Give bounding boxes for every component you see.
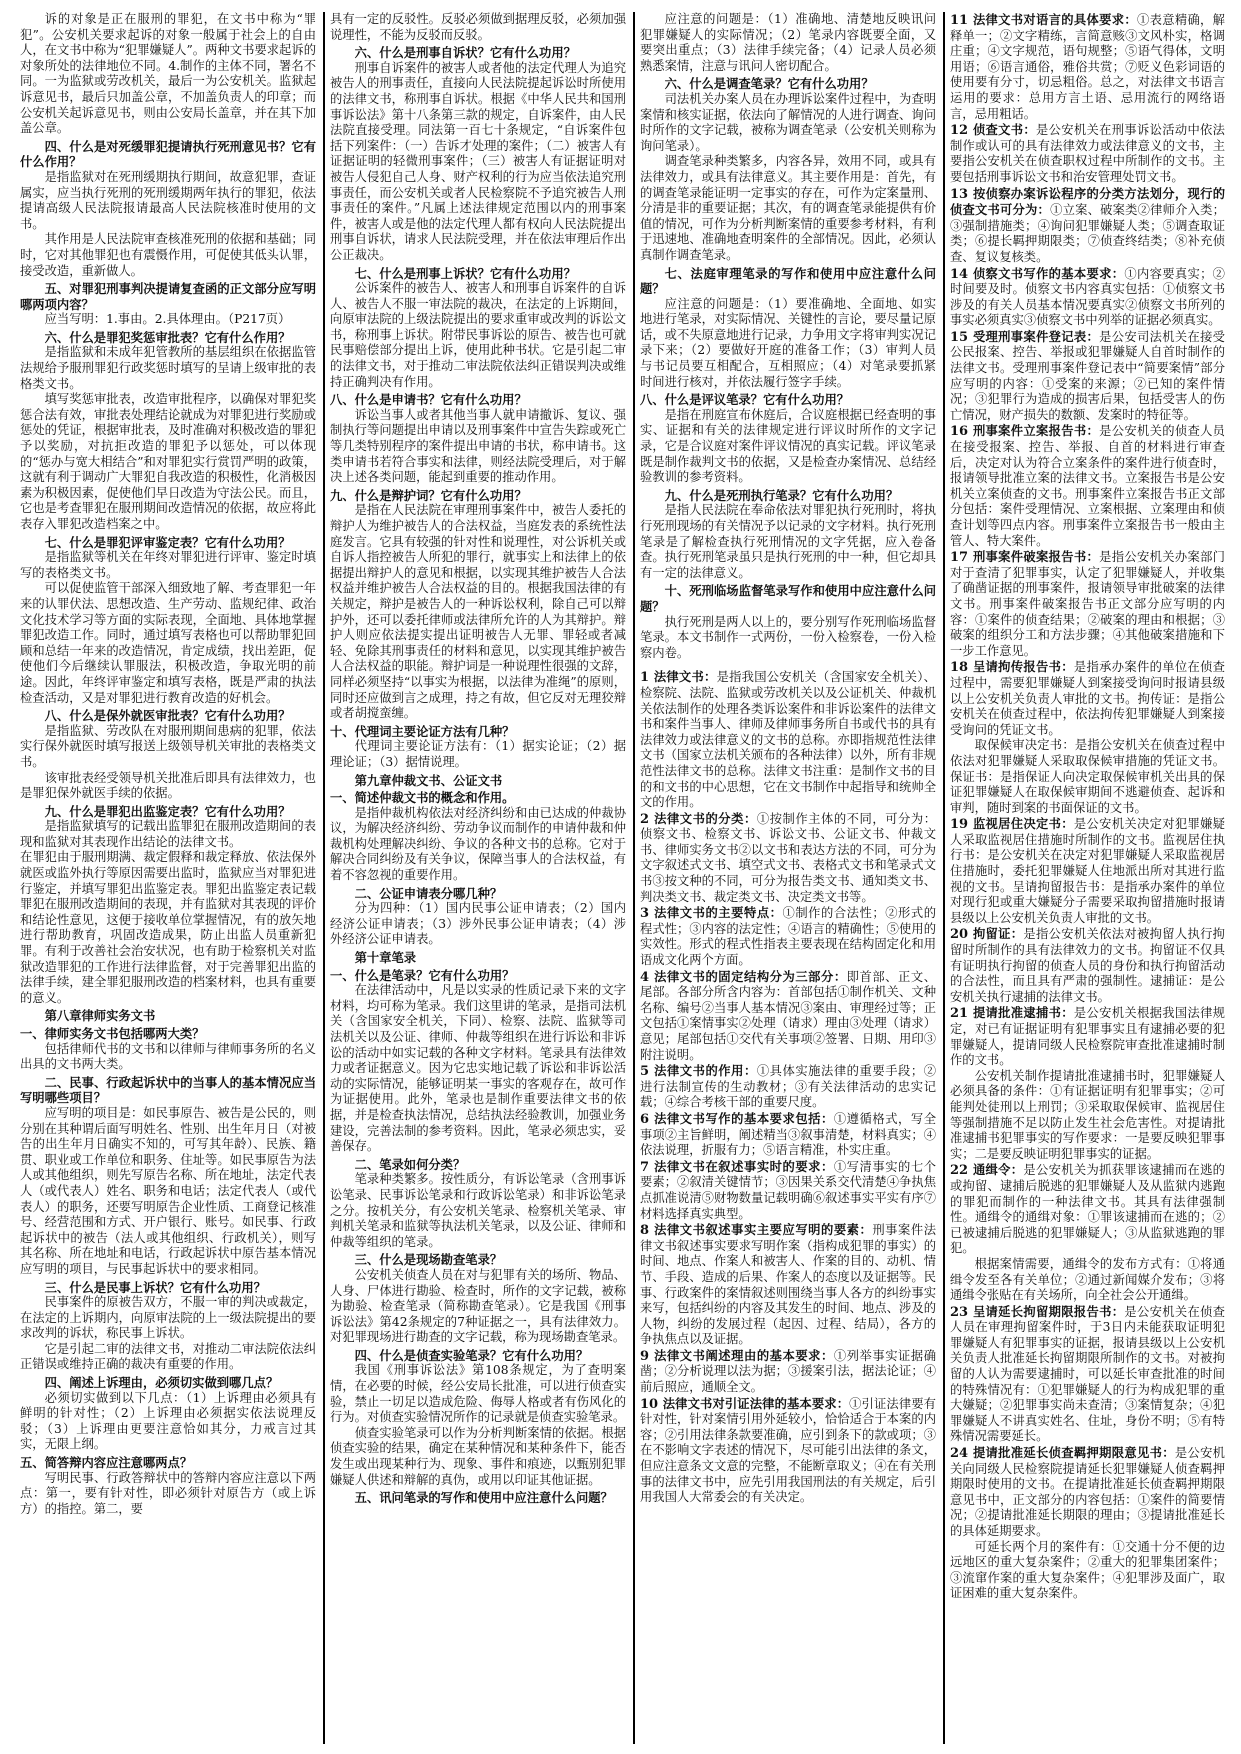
body-paragraph: 该审批表经受领导机关批准后即具有法律效力，也是罪犯保外就医手续的依据。	[20, 770, 316, 801]
body-paragraph: 写明民事、行政答辩状中的答辩内容应注意以下两点：第一，要有针对性，即必须针对原告方（或上诉方）的指控。第二，要	[20, 1470, 316, 1516]
question-heading: 五、讯问笔录的写作和使用中应注意什么问题？	[354, 1490, 613, 1506]
term-number: 20	[950, 927, 973, 943]
question-heading: 九、什么是死刑执行笔录？它有什么功用？	[664, 487, 899, 503]
question-heading: 四、阐述上诉理由，必须切实做到哪几点？	[44, 1375, 279, 1391]
term-keyword: 按侦察办案诉讼程序的分类方法划分，现行的侦查文书可分为：	[950, 185, 1225, 218]
term-paragraph	[950, 1162, 1225, 1257]
body-paragraph: 在法律活动中，凡是以实录的性质记录下来的文字材料，均可称为笔录。我们这里讲的笔录，是指司法机关（含国家安全机关，下同）、检察、法院、监狱等司法机关以及公证、律师、仲裁等组织在进行诉讼和非诉讼的活动中如实记载的各种文字材料。笔录具有法律效力或者证据意义。因为它忠实地记载了诉讼和非诉讼活动的实际情况，能够证明某一事实的客观存在，故可作为证据使用。此外，笔录也是制作重要法律文书的依据，并是检查执法情况，总结执法经验教训，加强业务建设，完善法制的参考资料。因此，笔录必须忠实，妥善保存。	[330, 983, 626, 1154]
question-heading: 第八章律师实务文书	[44, 1008, 156, 1024]
body-paragraph: 是指监狱和未成年犯管教所的基层组织在依据监管法规给予服刑罪犯行政奖惩时填写的呈请上级审批的表格类文书。	[20, 345, 316, 391]
term-keyword: 法律文书的主要特点：	[654, 905, 783, 921]
term-paragraph	[950, 329, 1225, 424]
term-paragraph	[950, 186, 1225, 266]
term-definition: ①内容要真实；②时间要及时。侦察文书内容真实包括：①侦察文书涉及的有关人员基本情况要真实②侦察文书所列的事实必须真实③侦察文书中列举的证据必须真实。	[950, 266, 1225, 328]
term-number: 4	[640, 969, 655, 985]
term-keyword: 法律文书的作用：	[654, 1063, 757, 1079]
question-heading: 八、什么是申请书？它有什么功用？	[330, 392, 527, 408]
body-paragraph: 是指仲裁机构依法对经济纠纷和由已达成的仲裁协议，为解决经济纠纷、劳动争议而制作的申请仲裁和仲裁机构处理解决纠纷、争议的各种文书的总称。它对于解决合同纠纷及有关争议，保障当事人的合法权益，有着不容忽视的重要作用。	[330, 805, 626, 883]
question-heading: 一、律师实务文书包括哪两大类？	[20, 1026, 205, 1041]
term-paragraph	[640, 905, 936, 968]
body-paragraph: 是指在人民法院在审理刑事案件中，被告人委托的辩护人为维护被告人的合法权益，当庭发表的系统性法庭发言。它具有较强的针对性和说理性，对公诉机关或自诉人指控被告人所犯的罪行，就事实上和法律上的依据提出辩护人的意见和根据，以实现其维护被告人合法权益并维护被告人合法权益的目的。根据我国法律的有关规定，辩护是被告人的一种诉讼权利，除自己可以辩护外，还可以委托律师或法律所允许的人为其辩护。辩护人则应依法提实提出证明被告人无罪、罪轻或者减轻、免除其刑事责任的材料和意见，以实现其维护被告人合法权益的职能。辩护词是一种说理性很强的文辞，同样必须坚持“以事实为根据，以法律为准绳”的原则，同时还应做到言之成理，持之有故，但它反对无理狡辩或者胡搅蛮缠。	[330, 503, 626, 721]
body-paragraph: 民事案件的原被告双方，不服一审的判决或裁定，在法定的上诉期内，向原审法院的上一级法院提出的要求改判的诉状，称民事上诉状。	[20, 1295, 316, 1341]
term-number: 13	[950, 186, 973, 202]
term-definition: 是公安机关在侦查人员在审理拘留案件时，于3日内未能获取证明犯罪嫌疑人有犯罪事实的证据，报请县级以上公安机关负责人批准延长拘留期限所制作的文书。对被拘留的人认为需要逮捕时，可以延长审查批准的时间的特殊情况有：①犯罪嫌疑人的行为构成犯罪的重大嫌疑；②犯罪事实尚未查清；③案情复杂；④犯罪嫌疑人不讲真实姓名、住址，身份不明；⑤有特殊情况需要延长。	[950, 1304, 1225, 1444]
body-paragraph: 代理词主要论证方法有：（1）据实论证；（2）据理论证；（3）据情说理。	[330, 739, 626, 769]
term-keyword: 法律文书写作的基本要求包括：	[654, 1110, 834, 1126]
question-heading: 六、什么是刑事自诉状？它有什么功用？	[354, 45, 576, 61]
column-divider	[323, 12, 325, 1744]
question-heading: 第十章笔录	[354, 950, 417, 966]
body-paragraph: 是指人民法院在奉命依法对罪犯执行死刑时，将执行死刑现场的有关情况予以记录的文字材料。执行死刑笔录是了解检查执行死刑情况的文字凭据，应入卷备查。执行死刑笔录虽只是执行死刑的中一种，但它却具有一定的法律意义。	[640, 503, 936, 580]
term-paragraph	[640, 669, 936, 810]
body-paragraph: 应写明的项目是：如民事原告、被告是公民的，则分别在其种谓后面写明姓名、性别、出生年月日（对被告的出生年月日确实不知的，可写其年龄）、民族、籍贯、职业或工作单位和职务、住址等。如民事原告为法人或其他组织，则先写原告名称、所在地址，法定代表人（或代表人）姓名、职务和电话；法定代表人（或代表人）的职务，还要写明原告企业性质、工商登记核准号、经营范围和方式、开户银行、账号。如民事、行政起诉状中的被告（法人或其他组织、行政机关），则写其名称、所在地址和电话，行政起诉状中原告基本情况应写明的项目，与民事起诉状中的要求相同。	[20, 1105, 316, 1276]
term-keyword: 刑事案件破案报告书：	[972, 549, 1100, 565]
body-paragraph: 填写奖惩审批表，改造审批程序，以确保对罪犯奖惩合法有效，审批表处理结论就成为对罪犯进行奖励或惩处的凭证，根据审批表，及时准确对积极改造的罪犯予以奖励，对抗拒改造的罪犯予以惩处，可以体现的“惩办与宽大相结合”和对罪犯实行赏罚严明的政策，这就有利于调动广大罪犯自我改造的积极性，化消极因素为积极因素，促使他们早日改造为守法公民。而且，它也是考查罪犯在服刑期间改造情况的依据，故应将此表存入罪犯改造档案之中。	[20, 392, 316, 531]
term-keyword: 法律文书的分类：	[654, 810, 757, 826]
body-paragraph: 应当写明：1.事由。2.具体理由。（P217页）	[44, 312, 291, 327]
term-definition: ①具体实施法律的重要手段；②进行法制宣传的生动教材；③有关法律活动的忠实记载；④综合考核干部的重要尺度。	[640, 1064, 936, 1110]
term-definition: ①制作的合法性；②形式的程式性；③内容的法定性；④语言的精确性；⑤使用的实效性。形式的程式性指表主要表现在结构固定化和用语成文化两个方面。	[640, 906, 936, 968]
term-number: 22	[950, 1163, 973, 1179]
body-paragraph: 取保候审决定书：是指公安机关在侦查过程中依法对犯罪嫌疑人采取取保候审措施的凭证文书。保证书：是指保证人向决定取保候审机关出具的保证犯罪嫌疑人在取保候审期间不逃避侦查、起诉和审判，随时到案的书面保证的文书。	[950, 738, 1225, 815]
body-paragraph: 执行死刑是两人以上的，要分别写作死刑临场监督笔录。本文书制作一式两份，一份入检察卷，一份入检察内卷。	[640, 614, 936, 660]
body-paragraph: 应注意的问题是：（1）要准确地、全面地、如实地进行笔录，对实际情况、关键性的言论，要尽量记原话，或不失原意地进行记录，力争用文字将审判实况记录下来；（2）要做好开庭的准备工作；（3）审判人员与书记员要互相配合，互相照应；（4）对笔录要抓紧时间进行核对，并依法履行签字手续。	[640, 296, 936, 389]
body-paragraph: 是指在刑庭宣布休庭后，合议庭根据已经查明的事实、证据和有关的法律规定进行评议时所作的文字记录，它是合议庭对案件评议情况的真实记载。评议笔录既是制作裁判文书的依据，又是检查办案情况、总结经验教训的参考资料。	[640, 407, 936, 485]
term-number: 6	[640, 1111, 655, 1127]
term-paragraph	[950, 423, 1225, 549]
question-heading: 三、什么是民事上诉状？它有什么功用？	[44, 1279, 266, 1295]
body-paragraph: 可延长两个月的案件有：①交通十分不便的边远地区的重大复杂案件；②重大的犯罪集团案件；③流窜作案的重大复杂案件；④犯罪涉及面广，取证困难的重大复杂案件。	[950, 1539, 1225, 1601]
question-heading: 十、代理词主要论证方法有几种？	[330, 723, 515, 739]
question-heading: 第九章仲裁文书、公证文书	[354, 772, 503, 788]
spacer	[640, 661, 936, 669]
term-paragraph	[950, 122, 1225, 185]
term-paragraph	[640, 1348, 936, 1396]
term-paragraph	[640, 811, 936, 906]
term-definition: 是指公安机关依法对被拘留人执行拘留时所制作的具有法律效力的文书。拘留证不仅具有证明执行拘留的侦查人员的身份和执行拘留活动的合法性，而且具有严肃的强制性。逮捕证：是公安机关执行逮捕的法律文书。	[950, 927, 1225, 1004]
question-heading: 七、什么是罪犯评审鉴定表？它有什么功用？	[44, 534, 291, 550]
body-paragraph: 根据案情需要，通缉令的发布方式有：①将通缉令发至各有关单位；②通过新闻媒介发布；③将通缉令张贴在有关场所，向全社会公开通缉。	[950, 1256, 1225, 1303]
question-heading: 五、简答辩内容应注意哪两点？	[20, 1455, 193, 1471]
term-definition: 是指公安机关办案部门对于查清了犯罪事实，认定了犯罪嫌疑人，并收集了确凿证据的刑事案件，报请领导审批破案的法律文书。刑事案件破案报告书正文部分应写明的内容：①案件的侦查结果；②破案的理由和根据；③破案的组织分工和方法步骤；④其他破案措施和下一步工作意见。	[950, 550, 1225, 658]
term-definition: ①立案、破案类②律师介入类；③强制措施类；④询问犯罪嫌疑人类；⑤调查取证类；⑥提长羁押期限类；⑦侦查终结类；⑧补充侦查、复议复核类。	[950, 203, 1225, 264]
term-number: 3	[640, 906, 655, 922]
question-heading: 八、什么是评议笔录？它有什么功用？	[640, 392, 850, 408]
term-definition: 是公安机关为抓获罪该逮捕而在逃的或拘留、逮捕后脱逃的犯罪嫌疑人及从监狱内逃跑的罪犯而制作的一种法律文书。其具有法律强制性。通缉令的通缉对象：①罪该逮捕而在逃的；②已被逮捕后脱逃的犯罪嫌疑人；③从监狱逃跑的罪犯。	[950, 1163, 1225, 1256]
term-number: 18	[950, 660, 973, 676]
term-paragraph	[640, 1159, 936, 1222]
term-definition: 是公安司法机关在接受公民报案、控告、举报或犯罪嫌疑人自首时制作的法律文书。受理刑事案件登记表中“简要案情”部分应写明的内容：①受案的来源；②已知的案件情况；③犯罪行为造成的损害后果，包括受害人的伤亡情况，财产损失的数额、发案时的特征等。	[950, 329, 1225, 422]
body-paragraph: 我国《刑事诉讼法》第108条规定，为了查明案情，在必要的时候，经公安局长批准，可以进行侦查实验，禁止一切足以造成危险、侮辱人格或者有伤风化的行为。对侦查实验情况所作的记录就是侦查实验笔录。	[330, 1363, 626, 1425]
term-keyword: 法律文书叙述事实主要应写明的要素：	[654, 1222, 873, 1238]
term-paragraph	[950, 12, 1225, 122]
term-paragraph	[950, 816, 1225, 926]
term-keyword: 法律文书对引证法律的基本要求：	[662, 1395, 850, 1411]
question-heading: 八、什么是保外就医审批表？它有什么功用？	[44, 708, 291, 724]
body-paragraph: 具有一定的反驳性。反驳必须做到据理反驳，必须加强说理性，不能为反驳而反驳。	[330, 12, 626, 42]
body-paragraph: 分为四种：（1）国内民事公证申请表；（2）国内经济公证申请表；（3）涉外民事公证申请表；（4）涉外经济公证申请表。	[330, 901, 626, 947]
term-keyword: 受理刑事案件登记表：	[972, 328, 1100, 344]
body-paragraph: 公安机关侦查人员在对与犯罪有关的场所、物品、人身、尸体进行勘验、检查时，所作的文字记载，被称为勘验、检查笔录（简称勘查笔录）。它是我国《刑事诉讼法》第42条规定的7种证据之一，具有法律效力。对犯罪现场进行勘查的文字记载，称为现场勘查笔录。	[330, 1267, 626, 1345]
body-paragraph: 是指监狱等机关在年终对罪犯进行评审、鉴定时填写的表格类文书。	[20, 550, 316, 580]
question-heading: 七、什么是刑事上诉状？它有什么功用？	[354, 265, 576, 281]
term-number: 16	[950, 424, 973, 440]
term-definition: 是指承办案件的单位在侦查过程中，需要犯罪嫌疑人到案接受询问时报请县级以上公安机关负责人审批的文书。拘传证：是指公安机关在侦查过程中，依法拘传犯罪嫌疑人到案接受询问的凭证文书。	[950, 660, 1225, 737]
term-keyword: 侦查文书：	[972, 122, 1037, 138]
question-heading: 六、什么是调查笔录？它有什么功用？	[664, 76, 874, 92]
term-number: 10	[640, 1396, 663, 1412]
body-paragraph: 在罪犯由于服刑期满、裁定假释和裁定释放、依法保外就医或监外执行等原因需要出监时，监狱应当对罪犯进行鉴定，并填写罪犯出监鉴定表。罪犯出监鉴定表记载罪犯在服刑改造期间的表现，并有监狱对其表现的评价和结论性意见，这便于接收单位掌握情况，有的放矢地进行帮助教育，巩固改造成果，防止出监人员重新犯罪。有利于改善社会治安状况，也有助于检察机关对监狱改造罪犯的工作进行法律监督，对于完善罪犯出监的法律手续，建全罪犯服刑改造的档案材料，也具有重要的意义。	[20, 850, 316, 1005]
question-heading: 二、公证申请表分哪几种？	[354, 885, 503, 901]
text-column-4	[950, 12, 1225, 1744]
term-keyword: 呈请延长拘留期限报告书：	[972, 1303, 1125, 1319]
question-heading: 六、什么是罪犯奖惩审批表？它有什么作用？	[44, 329, 291, 345]
term-keyword: 通缉令：	[972, 1162, 1024, 1178]
term-definition: 是公安机关向同级人民检察院提请延长犯罪嫌疑人侦查羁押期限时使用的文书。在提请批准延长侦查羁押期限意见书中，正文部分的内容包括：①案件的简要情况；②提请批准延长期限的理由；③提请批准延长的具体延期要求。	[950, 1446, 1225, 1538]
text-column-1	[20, 12, 316, 1744]
term-number: 21	[950, 1006, 973, 1022]
body-paragraph: 调查笔录种类繁多，内容各异，效用不同，或具有法律效力，或具有法律意义。其主要作用是：首先，有的调查笔录能证明一定事实的存在，可作为定案量刑、分清是非的重要证据；其次，有的调查笔录能提供有价值的情况，可作为分析判断案情的重要参考材料，有利于迅速地、准确地查明案件的全部情况。因此，必须认真制作调查笔录。	[640, 154, 936, 262]
term-keyword: 呈请拘传报告书：	[972, 659, 1074, 675]
term-paragraph	[950, 1005, 1225, 1068]
body-paragraph: 是指监狱填写的记载出监罪犯在服刑改造期间的表现和监狱对其表现作出结论的法律文书。	[20, 819, 316, 849]
term-number: 9	[640, 1348, 655, 1364]
text-column-3	[640, 12, 936, 1744]
question-heading: 二、民事、行政起诉状中的当事人的基本情况应当写明哪些项目？	[20, 1074, 316, 1106]
term-keyword: 提请批准延长侦查羁押期限意见书：	[972, 1445, 1175, 1461]
term-definition: 是指我国公安机关（含国家安全机关）、检察院、法院、监狱或劳改机关以及公证机关、仲裁机关依法制作的处理各类诉讼案件和非诉讼案件的法律文书和案件当事人、律师及律师事务所自书或代书的具有法律效力或法律意义的文书的总称。亦即指规范性法律文书（国家立法机关颁布的各种法律）以外，所有非规范性法律文书的总称。法律文书注重：是制作文书的目的和文书的中心思想，它在文书制作中起指导和统帅全文的作用。	[640, 670, 936, 810]
question-heading: 四、什么是侦查实验笔录？它有什么功用？	[354, 1347, 589, 1363]
term-definition: 是公安机关根据我国法律规定，对已有证据证明有犯罪事实且有逮捕必要的犯罪嫌疑人，提请同级人民检察院审查批准逮捕时制作的文书。	[950, 1006, 1225, 1068]
term-paragraph	[640, 1222, 936, 1348]
term-number: 19	[950, 817, 973, 833]
term-paragraph	[640, 969, 936, 1064]
question-heading: 七、法庭审理笔录的写作和使用中应注意什么问题？	[640, 265, 936, 297]
term-definition: ①遵循格式，写全事项②主旨鲜明，阐述精当③叙事清楚，材料真实；④依法说理，折服有力；⑤语言精准，朴实庄重。	[640, 1111, 936, 1158]
text-column-2	[330, 12, 626, 1744]
body-paragraph: 可以促使监管干部深入细致地了解、考查罪犯一年来的认罪伏法、思想改造、生产劳动、监规纪律、政治文化技术学习等方面的实际表现，全面地、具体地掌握罪犯改造工作。同时，通过填写表格也可以帮助罪犯回顾和总结一年来的改造情况，肯定成绩，找出差距，促使他们今后继续认罪服法，积极改造，争取光明的前途。因此，年终评审鉴定和填写表格，既是严肃的执法检查活动，又是对罪犯进行教育改造的好机会。	[20, 581, 316, 705]
term-paragraph	[950, 266, 1225, 329]
body-paragraph: 包括律师代书的文书和以律师与律师事务所的名义出具的文书两大类。	[20, 1041, 316, 1072]
question-heading: 一、什么是笔录？它有什么功用？	[330, 967, 515, 983]
term-definition: ①按制作主体的不同，可分为：侦察文书、检察文书、诉讼文书、公证文书、仲裁文书、律师实务文书②以文书和表达方法的不同，可分为文字叙述式文书、填空式文书、表格式文书和笔录式文书③按文种的不同，可分为报告类文书、通知类文书、判决类文书、裁定类文书、决定类文书等。	[640, 811, 936, 904]
question-heading: 九、什么是辩护词？它有什么功用？	[330, 487, 527, 503]
term-number: 17	[950, 550, 973, 566]
term-number: 14	[950, 266, 973, 282]
question-heading: 十、死刑临场监督笔录写作和使用中应注意什么问题？	[640, 583, 936, 614]
term-number: 24	[950, 1446, 973, 1462]
document-page	[20, 12, 1225, 1744]
term-definition: ①列举事实证据确凿；②分析说理以法为据；③援案引法，据法论证；④前后照应，通顺全文。	[640, 1348, 936, 1395]
question-heading: 九、什么是罪犯出监鉴定表？它有什么功用？	[44, 803, 291, 819]
term-number: 2	[640, 811, 655, 827]
body-paragraph: 应注意的问题是：（1）准确地、清楚地反映讯问犯罪嫌疑人的实际情况；（2）笔录内容既要全面，又要突出重点；（3）法律手续完备；（4）记录人员必须熟悉案情，注意与讯问人密切配合。	[640, 12, 936, 73]
term-definition: ①写清事实的七个要素；②叙清关键情节；③因果关系交代清楚④争执焦点抓准说清⑤财物数量记载明确⑥叙述事实平实有序⑦材料选择真实典型。	[640, 1159, 936, 1221]
term-definition: 是公安机关决定对犯罪嫌疑人采取监视居住措施时所制作的文书。监视居住执行书：是公安机关在决定对犯罪嫌疑人采取监视居住措施时，委托犯罪嫌疑人住地派出所对其进行监视的文书。呈请拘留报告书：是指承办案件的单位对现行犯或重大嫌疑分子需要采取拘留措施时报请县级以上公安机关负责人审批的文书。	[950, 817, 1225, 925]
body-paragraph: 公诉案件的被告人、被害人和刑事自诉案件的自诉人、被告人不服一审法院的裁决，在法定的上诉期间，向原审法院的上级法院提出的要求重审或改判的诉讼文书，称刑事上诉状。附带民事诉讼的原告、被告也可就民事赔偿部分提出上诉，使用此种书状。它是引起二审的法律文书，对于推动二审法院依法纠正错误判决或维持正确判决有作用。	[330, 281, 626, 389]
body-paragraph: 侦查实验笔录可以作为分析判断案情的依据。根据侦查实验的结果，确定在某种情况和某种条件下，能否发生或出现某种行为、现象、事件和痕迹，以甄别犯罪嫌疑人供述和辩解的真伪，或用以印证其他证据。	[330, 1425, 626, 1487]
term-keyword: 法律文书阐述理由的基本要求：	[654, 1347, 834, 1363]
body-paragraph: 诉讼当事人或者其他当事人就申请撤诉、复议、强制执行等问题提出申请以及刑事案件中宣告失踪或死亡等几类特别程序的案件提出申请的书状，称申请书。这类申请书若符合事实和法律，则经法院受理后，对于解决上述各类问题，能起到重要的推动作用。	[330, 407, 626, 485]
question-heading: 二、笔录如何分类？	[354, 1156, 466, 1172]
question-heading: 三、什么是现场勘查笔录？	[354, 1252, 503, 1268]
column-divider	[633, 12, 635, 1744]
body-paragraph: 是指监狱对在死刑缓期执行期间，故意犯罪，查证属实，应当执行死刑的死刑缓期两年执行的罪犯，依法提请高级人民法院报请最高人民法院核准时使用的文书。	[20, 169, 316, 231]
term-keyword: 法律文书在叙述事实时的要求：	[654, 1158, 834, 1174]
term-definition: 即首部、正文、尾部。各部分所含内容为：首部包括①制作机关、文种名称、编号②当事人基本情况③案由、审理经过等；正文包括①案情事实②处理（请求）理由③处理（请求）意见；尾部包括①交代有关事项②签署、日期、用印③附注说明。	[640, 969, 936, 1062]
term-definition: ①表意精确，解释单一；②文字精练，言简意赅③文风朴实，格调庄重；④文字规范，语句规整；⑤语气得体，文明用语；⑥语言通俗，雅俗共赏；⑦贬义色彩词语的使用要有分寸，切忌粗俗。总之，对法律文书语言运用的要求：总用方言土语、忌用流行的网络语言，忌用粗话。	[950, 13, 1225, 121]
term-paragraph	[950, 926, 1225, 1005]
term-number: 23	[950, 1304, 973, 1320]
term-keyword: 提请批准逮捕书：	[972, 1005, 1074, 1021]
term-keyword: 监视居住决定书：	[972, 816, 1074, 832]
term-number: 12	[950, 123, 973, 139]
term-paragraph	[640, 1111, 936, 1159]
term-keyword: 侦察文书写作的基本要求：	[972, 265, 1125, 281]
term-keyword: 法律文书对语言的具体要求：	[972, 12, 1137, 27]
question-heading: 四、什么是对死缓罪犯提请执行死刑意见书？它有什么作用？	[20, 138, 316, 170]
body-paragraph: 司法机关办案人员在办理诉讼案件过程中，为查明案情和核实证据，依法向了解情况的人进行调查、询问时所作的文字记载，被称为调查笔录（公安机关则称为询问笔录）。	[640, 91, 936, 153]
question-heading: 一、简述仲裁文书的概念和作用。	[330, 790, 515, 806]
term-paragraph	[640, 1396, 936, 1506]
term-keyword: 法律文书：	[653, 669, 717, 685]
term-paragraph	[950, 1304, 1225, 1445]
term-paragraph	[640, 1063, 936, 1111]
body-paragraph: 必须切实做到以下几点：（1）上诉理由必须具有鲜明的针对性；（2）上诉理由必须据实依法说理反驳；（3）上诉理由更要注意恰如其分，力戒言过其实，无限上纲。	[20, 1390, 316, 1452]
body-paragraph: 公安机关制作提请批准逮捕书时，犯罪嫌疑人必须具备的条件：①有证据证明有犯罪事实；②可能判处徒刑以上刑罚；③采取取保候审、监视居住等强制措施不足以防止发生社会危害性。对提请批准逮捕书犯罪事实的写作要求：一是要反映犯罪事实；二是要反映证明犯罪事实的证据。	[950, 1068, 1225, 1161]
term-definition: 刑事案件法律文书叙述事实要求写明作案（指构成犯罪的事实）的时间、地点、作案人和被害人、作案的目的、动机、情节、手段、造成的后果、作案人的态度以及证据等。民事、行政案件的案情叙述则围绕当事人各方的纠纷事实来写，包括纠纷的内容及其发生的时间、地点、涉及的人物，纠纷的发展过程（起因、过程、结局），各方的争执焦点以及证据。	[640, 1223, 936, 1347]
body-paragraph: 其作用是人民法院审查核准死刑的依据和基础；同时，它对其他罪犯也有震慑作用，可促使其低头认罪，接受改造，重新做人。	[20, 232, 316, 278]
body-paragraph: 是指监狱、劳改队在对服刑期间患病的犯罪，依法实行保外就医时填写报送上级领导机关审批的表格类文书。	[20, 723, 316, 769]
body-paragraph: 刑事自诉案件的被害人或者他的法定代理人为追究被告人的刑事责任，直接向人民法院提起诉讼时所使用的法律文书，称刑事自诉状。根据《中华人民共和国刑事诉讼法》第十八条第三款的规定，自诉案件，由人民法院直接受理。同法第一百七十条规定，“自诉案件包括下列案件：（一）告诉才处理的案件；（二）被害人有证据证明的轻微刑事案件；（三）被害人有证据证明对被告人侵犯自己人身、财产权利的行为应当依法追究刑事责任，而公安机关或者人民检察院不予追究被告人刑事责任的案件。”凡属上述法律规定范围以内的刑事案件，被害人或是他的法定代理人都有权向人民法院提出刑事自诉状，请求人民法院受理，并在依法审理后作出公正裁决。	[330, 60, 626, 262]
term-definition: ①引证法律要有针对性，针对案情引用外延较小，恰恰适合于本案的内容；②引用法律条款要准确，应引到条下的款或项；③在不影响文字表述的情况下，尽可能引出法律的条文，但应注意条文文意的完整，不能断章取义；④在有关刑事的法律文书中，应先引用我国刑法的有关规定，后引用我国人大常委会的有关决定。	[640, 1396, 936, 1505]
question-heading: 五、对罪犯刑事判决提请复查函的正文部分应写明哪两项内容？	[20, 281, 316, 312]
term-definition: 是公安机关的侦查人员在接受报案、控告、举报、自首的材料进行审查后，决定对认为符合立案条件的案件进行侦查时，报请领导批准立案的法律文书。立案报告书是公安机关立案侦查的文书。刑事案件立案报告书正文部分包括：案件受理情况、立案根据、立案理由和侦查计划等四点内容。刑事案件立案报告书一般由主管人、特大案件。	[950, 424, 1225, 548]
term-keyword: 法律文书的固定结构分为三部分：	[654, 968, 847, 984]
term-number: 8	[640, 1223, 655, 1239]
term-paragraph	[950, 659, 1225, 738]
term-paragraph	[950, 1445, 1225, 1540]
term-keyword: 刑事案件立案报告书：	[972, 423, 1100, 439]
body-paragraph: 诉的对象是正在服刑的罪犯，在文书中称为“罪犯”。公安机关要求起诉的对象一般属于社会上的自由人，在文书中称为“犯罪嫌疑人”。两种文书要求起诉的对象所处的法律地位不同。4.制作的主体不同，署名不同。一为监狱或劳改机关，最后一为公安机关。监狱起诉意见书，最后只加盖公章，不加盖负责人的印章；而公安机关起诉意见书，则由公安局长盖章，并在其下加盖公章。	[20, 12, 316, 136]
term-number: 11	[950, 13, 973, 28]
term-number: 5	[640, 1064, 655, 1080]
term-keyword: 拘留证：	[972, 926, 1024, 942]
body-paragraph: 笔录种类繁多。按性质分，有诉讼笔录（含刑事诉讼笔录、民事诉讼笔录和行政诉讼笔录）和非诉讼笔录之分。按机关分，有公安机关笔录、检察机关笔录、审判机关笔录和监狱等执法机关笔录，以及公证、律师和仲裁等组织的笔录。	[330, 1172, 626, 1249]
column-divider	[943, 12, 945, 1744]
term-paragraph	[950, 549, 1225, 659]
term-definition: 是公安机关在刑事诉讼活动中依法制作或认可的具有法律效力或法律意义的文书，主要指公安机关在侦查职权过程中所制作的文书。主要包括刑事诉讼文书和治安管理处罚文书。	[950, 123, 1225, 184]
term-number: 1	[640, 670, 654, 686]
body-paragraph: 它是引起二审的法律文书，对推动二审法院依法纠正错误或维持正确的裁决有重要的作用。	[20, 1341, 316, 1372]
term-number: 7	[640, 1159, 655, 1175]
term-number: 15	[950, 329, 973, 345]
